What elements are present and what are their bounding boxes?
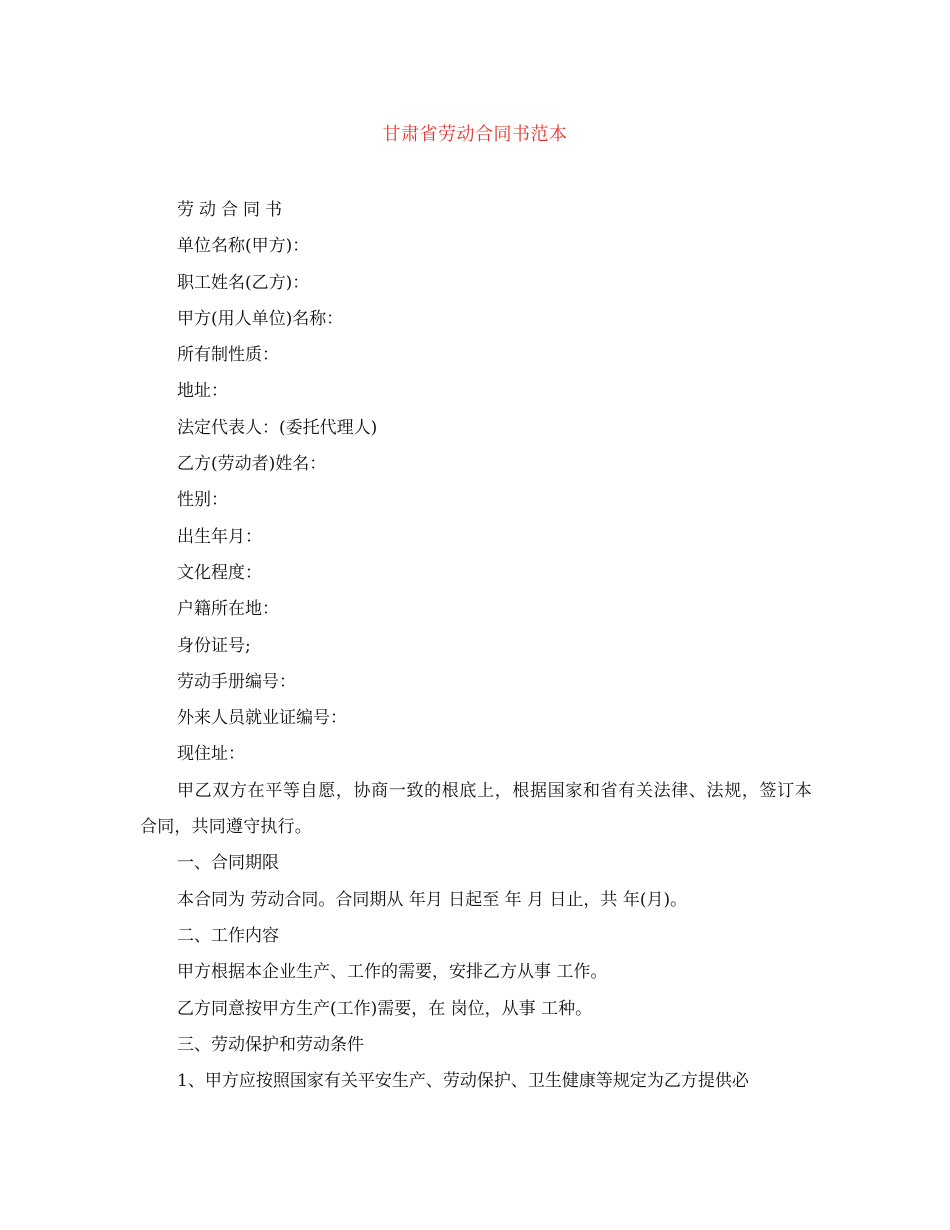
contract-heading: 劳动合同书 bbox=[177, 200, 287, 220]
labor-protection-paragraph-1: 1、甲方应按照国家有关平安生产、劳动保护、卫生健康等规定为乙方提供必 bbox=[177, 1071, 749, 1092]
field-employer-unit-name: 甲方(用人单位)名称： bbox=[177, 308, 344, 329]
term-paragraph: 本合同为 劳动合同。合同期从 年月 日起至 年 月 日止，共 年(月)。 bbox=[177, 889, 688, 910]
field-gender: 性别： bbox=[177, 490, 228, 511]
field-current-address: 现住址： bbox=[177, 744, 245, 765]
field-labor-handbook-number: 劳动手册编号： bbox=[177, 671, 296, 692]
field-address: 地址： bbox=[177, 381, 228, 402]
field-household-registration: 户籍所在地： bbox=[177, 599, 279, 620]
field-id-number: 身份证号; bbox=[177, 635, 251, 656]
work-content-paragraph-1: 甲方根据本企业生产、工作的需要，安排乙方从事 工作。 bbox=[177, 962, 608, 983]
work-content-paragraph-2: 乙方同意按甲方生产(工作)需要，在 岗位，从事 工种。 bbox=[177, 998, 593, 1019]
section-heading-term: 一、合同期限 bbox=[177, 853, 279, 874]
preamble-paragraph: 甲乙双方在平等自愿，协商一致的根底上，根据国家和省有关法律、法规，签订本合同，共同遵守执行。 bbox=[140, 780, 812, 838]
field-education: 文化程度： bbox=[177, 562, 262, 583]
field-employment-permit-number: 外来人员就业证编号： bbox=[177, 708, 347, 729]
field-employer-name: 单位名称(甲方)： bbox=[177, 236, 310, 257]
document-body bbox=[140, 192, 812, 1099]
field-worker-name: 乙方(劳动者)姓名： bbox=[177, 454, 327, 475]
section-heading-labor-protection: 三、劳动保护和劳动条件 bbox=[177, 1034, 364, 1055]
field-employee-name: 职工姓名(乙方)： bbox=[177, 272, 310, 293]
field-legal-representative: 法定代表人：(委托代理人) bbox=[177, 417, 378, 438]
section-heading-work-content: 二、工作内容 bbox=[177, 925, 279, 946]
document-title: 甘肃省劳动合同书范本 bbox=[382, 124, 568, 145]
field-ownership-type: 所有制性质： bbox=[177, 345, 279, 366]
field-birth-date: 出生年月： bbox=[177, 526, 262, 547]
